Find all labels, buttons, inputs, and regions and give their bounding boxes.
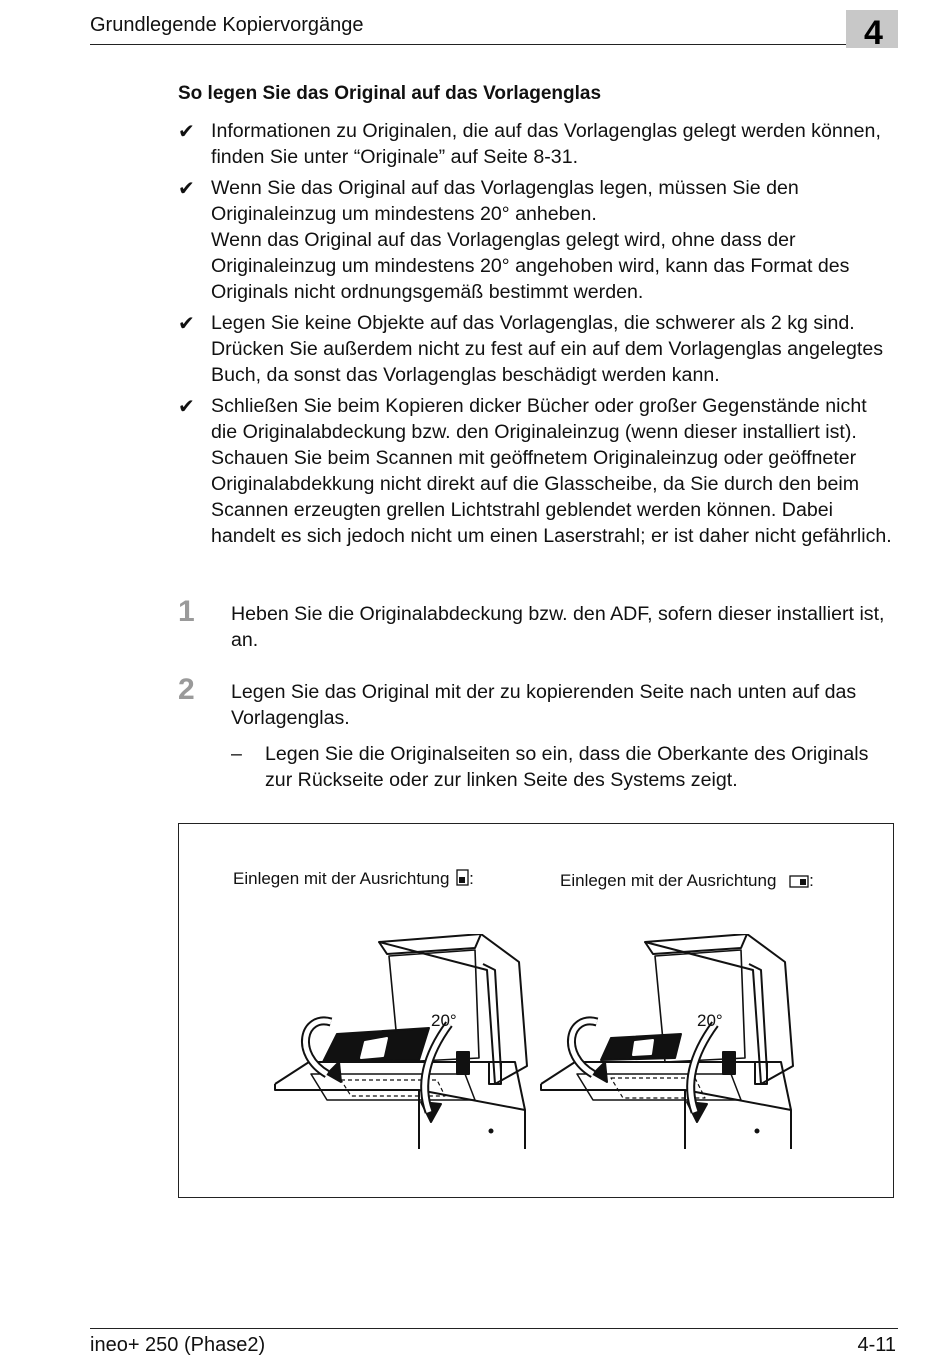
- angle-label: 20°: [697, 1011, 723, 1030]
- note-item: [178, 310, 898, 388]
- running-header: Grundlegende Kopiervorgänge: [90, 14, 364, 36]
- illustration-frame: [178, 823, 894, 1198]
- footer-page-number: 4-11: [857, 1334, 896, 1356]
- step-text: Legen Sie das Original mit der zu kopierenden Seite nach unten auf das Vorlagenglas.: [231, 681, 857, 729]
- footer-model: ineo+ 250 (Phase2): [90, 1334, 266, 1356]
- note-text: Wenn Sie das Original auf das Vorlagenglas legen, müssen Sie den Originaleinzug um mindestens 20° anheben.: [211, 177, 799, 225]
- substep: [231, 741, 898, 793]
- left-caption: [233, 869, 474, 889]
- check-icon: ✔: [178, 311, 195, 335]
- copier-illustration-portrait: [269, 934, 531, 1149]
- note-item: [178, 393, 898, 549]
- left-caption-text: Einlegen mit der Ausrichtung: [233, 869, 450, 888]
- check-icon: ✔: [178, 394, 195, 418]
- dash-marker: –: [231, 743, 242, 765]
- angle-label: 20°: [431, 1011, 457, 1030]
- step-2: [178, 673, 898, 793]
- check-icon: ✔: [178, 176, 195, 200]
- step-1: [178, 595, 898, 653]
- caption-suffix: :: [809, 871, 814, 890]
- note-item: [178, 118, 898, 170]
- step-number: 1: [178, 595, 195, 628]
- section-heading: So legen Sie das Original auf das Vorlagenglas: [178, 83, 602, 104]
- copier-illustration-landscape: [535, 934, 797, 1149]
- header-divider: [90, 44, 898, 45]
- note-text: Wenn das Original auf das Vorlagenglas gelegt wird, ohne dass der Originaleinzug um mindestens 20° angehoben wird, kann das Format des Originals nicht ordnungsgemäß bestimmt werden.: [211, 229, 850, 303]
- landscape-orientation-icon: [789, 875, 809, 888]
- right-caption-text: Einlegen mit der Ausrichtung: [560, 871, 777, 890]
- step-text: Heben Sie die Originalabdeckung bzw. den ADF, sofern dieser installiert ist, an.: [231, 603, 885, 651]
- footer-divider: [90, 1328, 898, 1329]
- note-text: Informationen zu Originalen, die auf das Vorlagenglas gelegt werden können, finden Sie unter “Originale” auf Seite 8-31.: [211, 120, 881, 168]
- note-item: [178, 175, 898, 305]
- right-caption: [560, 871, 814, 891]
- portrait-orientation-icon: [456, 869, 469, 886]
- check-icon: ✔: [178, 119, 195, 143]
- step-number: 2: [178, 673, 195, 706]
- caption-suffix: :: [469, 869, 474, 888]
- note-text: Legen Sie keine Objekte auf das Vorlagenglas, die schwerer als 2 kg sind. Drücken Sie außerdem nicht zu fest auf ein auf dem Vorlagenglas angelegtes Buch, da sonst das Vorlagenglas beschädigt werden kann.: [211, 312, 884, 386]
- chapter-number: 4: [864, 14, 883, 52]
- notes-list: [178, 118, 898, 554]
- note-text: Schließen Sie beim Kopieren dicker Bücher oder großer Gegenstände nicht die Originalabdeckung bzw. den Originaleinzug (wenn dieser installiert ist). Schauen Sie beim Scannen mit geöffnetem Originaleinzug oder geöffneter Originalabdekkung nicht direkt auf die Glasscheibe, da Sie durch den beim Scannen erzeugten grellen Lichtstrahl geblendet werden können. Dabei handelt es sich jedoch nicht um einen Laserstrahl; er ist daher nicht gefährlich.: [211, 395, 892, 547]
- substep-text: Legen Sie die Originalseiten so ein, dass die Oberkante des Originals zur Rückseite oder zur linken Seite des Systems zeigt.: [265, 743, 869, 791]
